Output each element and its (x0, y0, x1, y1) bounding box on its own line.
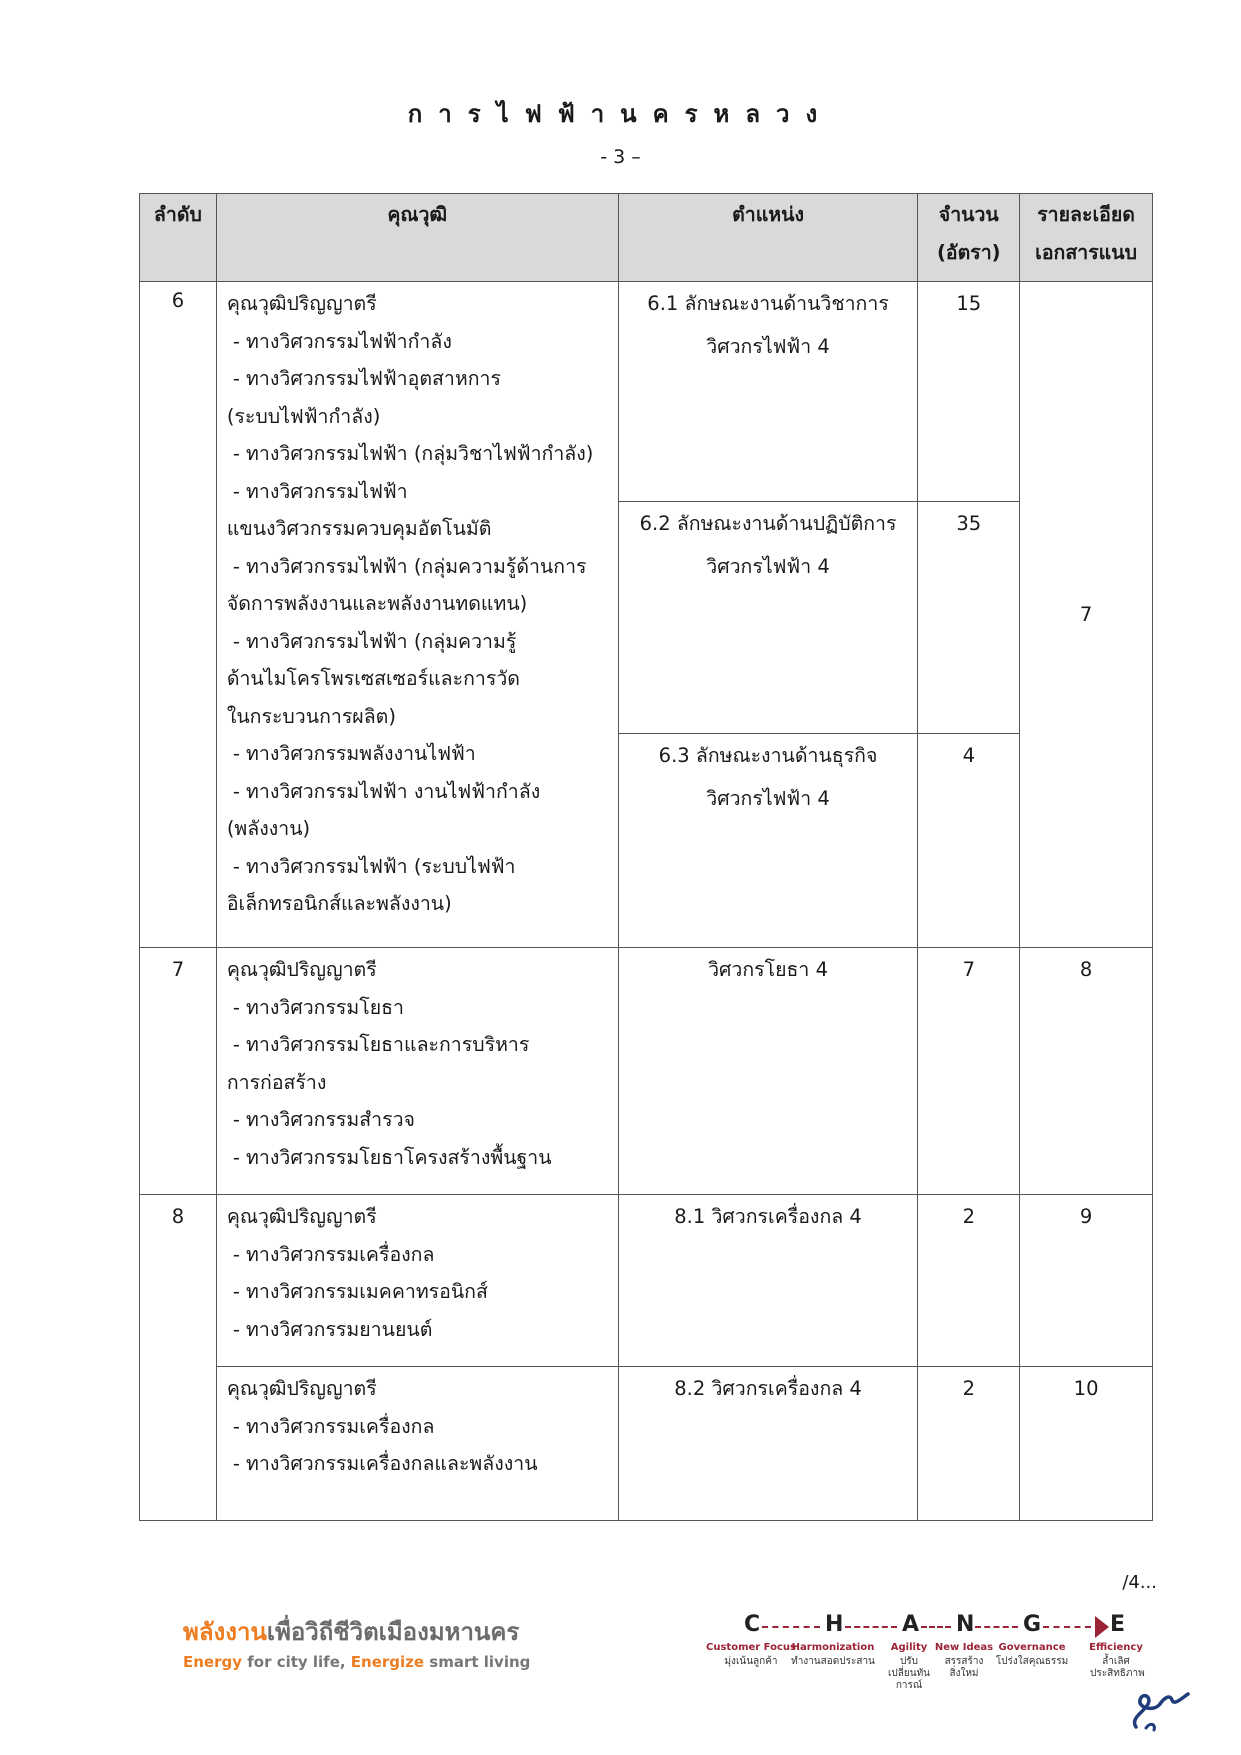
change-en-h: Harmonization (791, 1642, 875, 1653)
change-letter-a: A (902, 1612, 920, 1637)
continuation-marker: /4... (1122, 1572, 1157, 1593)
position-table (139, 193, 1153, 1521)
row8-no: 8 (140, 1195, 217, 1521)
row7-position: วิศวกรโยธา 4 (618, 948, 918, 1195)
table-row (140, 948, 1153, 1195)
arrow-icon (1095, 1616, 1109, 1638)
header-no: ลำดับ (140, 194, 217, 282)
row7-attachment: 8 (1020, 948, 1153, 1195)
organization-title: การไฟฟ้านครหลวง (407, 100, 834, 128)
change-th-a: ปรับเปลี่ยนทันการณ์ (887, 1656, 931, 1691)
signature-image (1126, 1682, 1198, 1734)
header-count: จำนวน (อัตรา) (918, 194, 1020, 282)
row8-1-count: 2 (918, 1195, 1020, 1367)
change-th-h: ทำงานสอดประสาน (791, 1656, 875, 1667)
table-header-row (140, 194, 1153, 282)
row7-no: 7 (140, 948, 217, 1195)
row7-qualification: คุณวุฒิปริญญาตรี - ทางวิศวกรรมโยธา - ทางวิศวกรรมโยธาและการบริหาร การก่อสร้าง - ทางวิศวกรรมสำรวจ - ทางวิศวกรรมโยธาโครงสร้างพื้นฐาน (216, 948, 618, 1195)
row6-3-position: 6.3 ลักษณะงานด้านธุรกิจ วิศวกรไฟฟ้า 4 (618, 734, 918, 948)
slogan-thai: พลังงานเพื่อวิถีชีวิตเมืองมหานคร (183, 1618, 520, 1646)
change-en-g: Governance (998, 1642, 1066, 1653)
row6-2-position: 6.2 ลักษณะงานด้านปฏิบัติการ วิศวกรไฟฟ้า 4 (618, 502, 918, 734)
change-letter-h: H (825, 1612, 844, 1637)
row8-2-qualification: คุณวุฒิปริญญาตรี - ทางวิศวกรรมเครื่องกล - ทางวิศวกรรมเครื่องกลและพลังงาน (216, 1367, 618, 1521)
change-letter-e: E (1110, 1612, 1126, 1637)
row6-2-count: 35 (918, 502, 1020, 734)
change-letter-g: G (1023, 1612, 1042, 1637)
change-th-c: มุ่งเน้นลูกค้า (724, 1656, 778, 1667)
change-values-logo (706, 1612, 1158, 1722)
change-letter-n: N (956, 1612, 975, 1637)
change-en-e: Efficiency (1089, 1642, 1143, 1653)
row8-1-qualification: คุณวุฒิปริญญาตรี - ทางวิศวกรรมเครื่องกล - ทางวิศวกรรมเมคคาทรอนิกส์ - ทางวิศวกรรมยานยนต์ (216, 1195, 618, 1367)
change-en-c: Customer Focus (706, 1642, 796, 1653)
row8-1-position: 8.1 วิศวกรเครื่องกล 4 (618, 1195, 918, 1367)
row6-qualification: คุณวุฒิปริญญาตรี - ทางวิศวกรรมไฟฟ้ากำลัง - ทางวิศวกรรมไฟฟ้าอุตสาหการ (ระบบไฟฟ้ากำลัง) - ทางวิศวกรรมไฟฟ้า (กลุ่มวิชาไฟฟ้ากำลัง) - ทางวิศวกรรมไฟฟ้า แขนงวิศวกรรมควบคุมอัตโนมัติ - ทางวิศวกรรมไฟฟ้า (กลุ่มความรู้ด้านการ จัดการพลังงานและพลังงานทดแทน) - ทางวิศวกรรมไฟฟ้า (กลุ่มความรู้ ด้านไมโครโพรเซสเซอร์และการวัด ในกระบวนการผลิต) - ทางวิศวกรรมพลังงานไฟฟ้า - ทางวิศวกรรมไฟฟ้า งานไฟฟ้ากำลัง (พลังงาน) - ทางวิศวกรรมไฟฟ้า (ระบบไฟฟ้า อิเล็กทรอนิกส์และพลังงาน) (216, 282, 618, 948)
row8-1-attachment: 9 (1020, 1195, 1153, 1367)
change-th-e: ล้ำเลิศประสิทธิภาพ (1090, 1656, 1145, 1679)
row8-2-position: 8.2 วิศวกรเครื่องกล 4 (618, 1367, 918, 1521)
table-row (140, 1195, 1153, 1367)
row6-no: 6 (140, 282, 217, 948)
table-row (140, 282, 1153, 502)
table-row (140, 1367, 1153, 1521)
row7-count: 7 (918, 948, 1020, 1195)
change-th-g: โปร่งใสคุณธรรม (995, 1656, 1069, 1667)
row8-2-attachment: 10 (1020, 1367, 1153, 1521)
slogan-english: Energy for city life, Energize smart living (183, 1653, 531, 1671)
row6-1-count: 15 (918, 282, 1020, 502)
row6-attachment: 7 (1020, 282, 1153, 948)
header-qualification: คุณวุฒิ (216, 194, 618, 282)
header-attachment: รายละเอียด เอกสารแนบ (1020, 194, 1153, 282)
row6-3-count: 4 (918, 734, 1020, 948)
row6-1-position: 6.1 ลักษณะงานด้านวิชาการ วิศวกรไฟฟ้า 4 (618, 282, 918, 502)
row8-2-count: 2 (918, 1367, 1020, 1521)
footer-slogan (183, 1612, 530, 1671)
change-en-n: New Ideas (934, 1642, 994, 1653)
change-th-n: สรรสร้างสิ่งใหม่ (944, 1656, 984, 1679)
change-letter-c: C (744, 1612, 761, 1637)
change-en-a: Agility (890, 1642, 928, 1653)
page-number: - 3 – (600, 146, 641, 168)
header-position: ตำแหน่ง (618, 194, 918, 282)
